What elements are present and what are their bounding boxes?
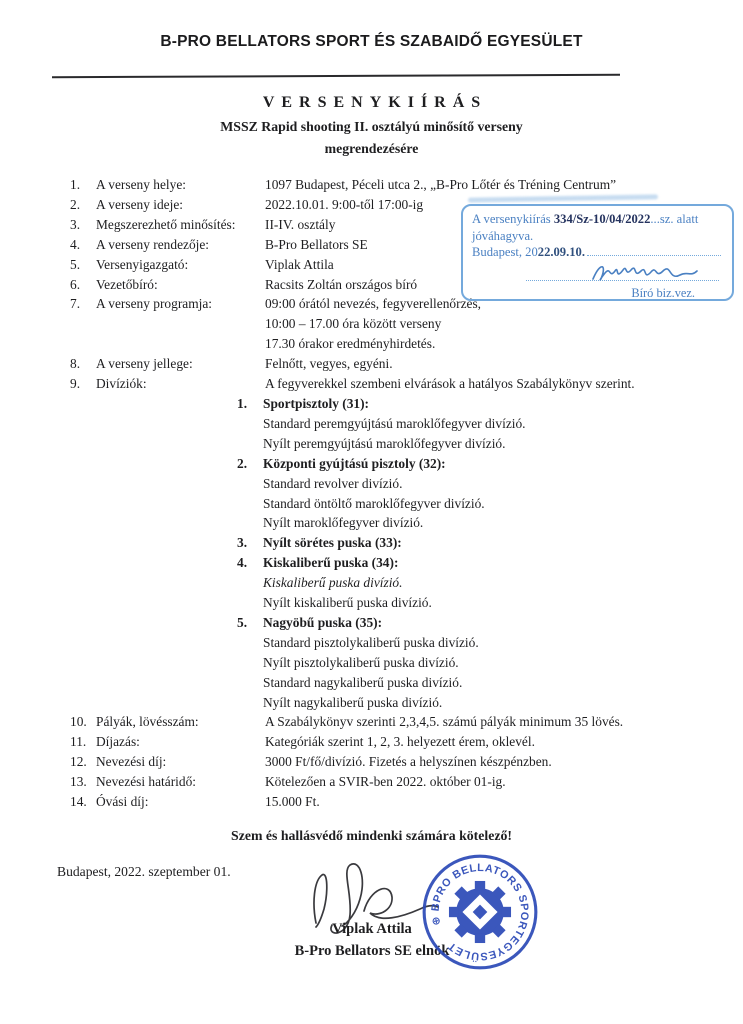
organization-header: B-PRO BELLATORS SPORT ÉS SZABAIDŐ EGYESÜLET	[160, 33, 583, 50]
divisions-list	[237, 394, 695, 713]
approval-line-2: jóváhagyva.	[472, 228, 534, 243]
item-value: Kötelezően a SVIR-ben 2022. október 01-ig.	[265, 774, 506, 790]
item-number: 2.	[70, 196, 81, 212]
division-line: Standard peremgyújtású maroklőfegyver divízió.	[263, 415, 526, 431]
doc-subtitle-1: MSSZ Rapid shooting II. osztályú minősítő verseny	[220, 119, 523, 134]
division-title: Nyílt sörétes puska (33):	[263, 535, 402, 551]
item-number: 14.	[70, 794, 87, 810]
division-line: Standard pisztolykaliberű puska divízió.	[263, 634, 479, 650]
division-line: Nyílt kiskaliberű puska divízió.	[263, 595, 432, 611]
approval-line-1: A versenykiírás 334/Sz-10/04/2022...sz. alatt	[472, 212, 699, 226]
item-label: Megszerezhető minősítés:	[96, 216, 236, 232]
item-value: 10:00 – 17.00 óra között verseny	[265, 316, 442, 332]
item-value: 2022.10.01. 9:00-től 17:00-ig	[265, 196, 424, 212]
item-value: Viplak Attila	[265, 256, 334, 272]
approval-signature-row	[472, 261, 723, 287]
item-label: Díjazás:	[96, 734, 140, 750]
item-value: 17.30 órakor eredményhirdetés.	[265, 336, 436, 352]
division-line: Standard öntöltő maroklőfegyver divízió.	[263, 495, 485, 511]
division-title: Központi gyújtású pisztoly (32):	[263, 455, 446, 471]
approval-stamp	[461, 204, 734, 301]
division-line: Nyílt maroklőfegyver divízió.	[263, 515, 424, 531]
signer-name: Viplak Attila	[332, 921, 412, 937]
division-number: 4.	[237, 555, 248, 571]
division-line: Kiskaliberű puska divízió.	[263, 575, 403, 591]
item-number: 4.	[70, 236, 81, 252]
approval-line-3: Budapest, 20 22.09.10.	[472, 244, 723, 261]
item-label: Divíziók:	[96, 376, 147, 392]
item-label: A verseny ideje:	[96, 196, 184, 212]
item-number: 8.	[70, 356, 81, 372]
item-number: 1.	[70, 177, 81, 192]
doc-title: VERSENYKIÍRÁS	[262, 94, 488, 111]
division-line: Standard revolver divízió.	[263, 475, 403, 491]
list-item	[70, 712, 695, 732]
item-number: 9.	[70, 376, 81, 392]
list-item	[70, 175, 695, 195]
gear-icon	[449, 881, 511, 943]
item-value: B-Pro Bellators SE	[265, 236, 368, 252]
item-label: A verseny helye:	[96, 177, 186, 192]
item-value: A fegyverekkel szembeni elvárások a hatályos Szabálykönyv szerint.	[265, 376, 635, 392]
list-item	[70, 792, 695, 812]
item-value: Kategóriák szerint 1, 2, 3. helyezett érem, oklevél.	[265, 734, 535, 750]
division-title: Nagyöbű puska (35):	[263, 614, 383, 630]
item-value: 1097 Budapest, Péceli utca 2., „B-Pro Lőtér és Tréning Centrum”	[265, 177, 617, 192]
item-number: 3.	[70, 216, 81, 232]
item-number: 11.	[70, 734, 87, 750]
approval-number: 334/Sz-10/04/2022	[553, 212, 651, 226]
list-item	[70, 732, 695, 752]
item-number: 12.	[70, 754, 87, 770]
signer-title: B-Pro Bellators SE elnök	[294, 943, 450, 959]
division-line: Nyílt pisztolykaliberű puska divízió.	[263, 654, 459, 670]
approval-signature-scribble	[585, 257, 705, 287]
item-number: 7.	[70, 296, 81, 312]
header-divider	[52, 74, 620, 78]
item-value: Racsits Zoltán országos bíró	[265, 276, 418, 292]
item-label: Vezetőbíró:	[96, 276, 158, 292]
division-title: Kiskaliberű puska (34):	[263, 555, 399, 571]
list-item	[70, 374, 695, 394]
division-line: Standard nagykaliberű puska divízió.	[263, 674, 463, 690]
division-number: 3.	[237, 535, 248, 551]
division-line: Nyílt peremgyújtású maroklőfegyver divízió.	[263, 435, 506, 451]
division-number: 2.	[237, 455, 248, 471]
item-value: Felnőtt, vegyes, egyéni.	[265, 356, 393, 372]
item-label: Óvási díj:	[96, 794, 149, 810]
item-value: A Szabálykönyv szerinti 2,3,4,5. számú pályák minimum 35 lövés.	[265, 714, 624, 730]
item-number: 13.	[70, 774, 87, 790]
list-item-continuation	[70, 314, 695, 334]
division-number: 1.	[237, 395, 248, 411]
item-number: 6.	[70, 276, 81, 292]
division-number: 5.	[237, 614, 248, 630]
list-item	[70, 772, 695, 792]
item-number: 10.	[70, 714, 87, 730]
item-number: 5.	[70, 256, 81, 272]
division-item	[237, 454, 695, 474]
item-label: Pályák, lövésszám:	[96, 714, 199, 730]
doc-subtitle-2: megrendezésére	[324, 141, 419, 156]
item-value: 15.000 Ft.	[265, 794, 320, 810]
handwritten-date: 22.09.10.	[537, 245, 585, 259]
approval-role: Bíró biz.vez.	[631, 285, 695, 300]
division-line: Nyílt nagykaliberű puska divízió.	[263, 694, 443, 710]
division-item	[237, 394, 695, 414]
division-title: Sportpisztoly (31):	[263, 395, 370, 411]
list-item-continuation	[70, 334, 695, 354]
item-value: II-IV. osztály	[265, 216, 336, 232]
list-item	[70, 752, 695, 772]
item-value: 09:00 órától nevezés, fegyverellenőrzés,	[265, 296, 482, 312]
division-item	[237, 533, 695, 553]
list-item	[70, 354, 695, 374]
division-item	[237, 553, 695, 573]
item-label: Nevezési díj:	[96, 754, 167, 770]
item-label: Versenyigazgató:	[96, 256, 189, 272]
item-label: Nevezési határidő:	[96, 774, 197, 790]
item-label: A verseny rendezője:	[96, 236, 210, 252]
club-stamp	[420, 852, 540, 972]
division-item	[237, 613, 695, 633]
item-label: A verseny jellege:	[96, 356, 193, 372]
safety-notice: Szem és hallásvédő mindenki számára kötelező!	[231, 828, 512, 843]
place-date: Budapest, 2022. szeptember 01.	[57, 864, 231, 879]
item-value: 3000 Ft/fő/divízió. Fizetés a helyszínen készpénzben.	[265, 754, 552, 770]
stamp-ring-text: ⊕ BPRO BELLATORS SPORTEGYESÜLET	[429, 861, 531, 963]
item-label: A verseny programja:	[96, 296, 213, 312]
